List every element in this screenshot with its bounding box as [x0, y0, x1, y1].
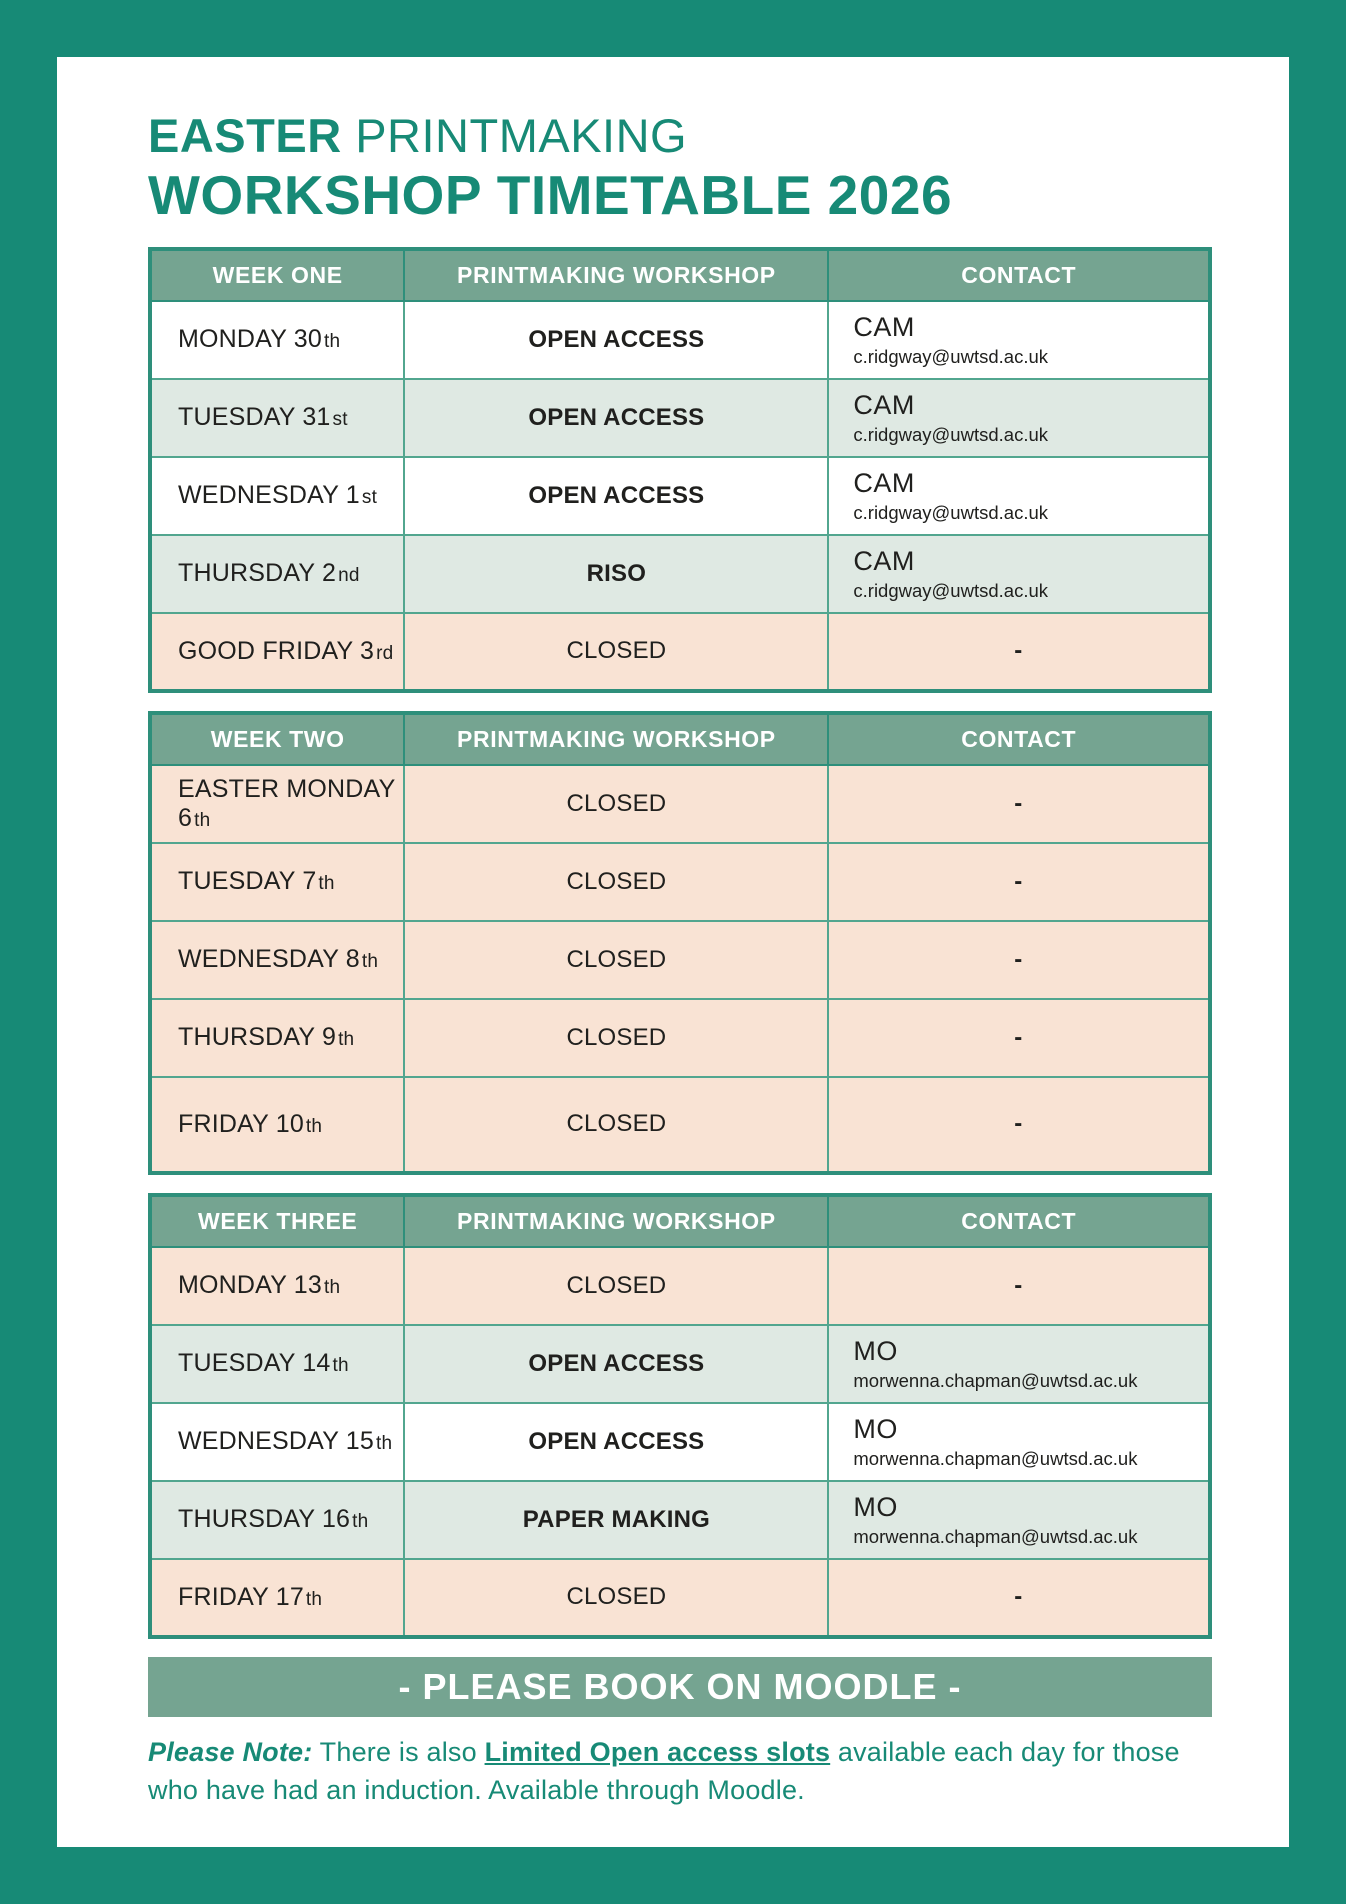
table-row [150, 1325, 1210, 1403]
week-one-header-row [150, 249, 1210, 301]
day-ordinal-suffix: th [375, 1433, 393, 1455]
book-on-moodle-banner: - PLEASE BOOK ON MOODLE - [148, 1657, 1212, 1717]
header-printmaking-workshop: PRINTMAKING WORKSHOP [404, 1195, 828, 1247]
week-three-table [148, 1193, 1212, 1639]
note-text-after-link: available each day for those who have had an induction. Available through Moodle. [148, 1736, 1180, 1805]
note-limited-open-access-link: Limited Open access slots [484, 1736, 831, 1767]
header-contact: CONTACT [828, 1195, 1210, 1247]
day-cell [150, 301, 404, 379]
footer-note [148, 1733, 1212, 1810]
title-word-printmaking: PRINTMAKING [341, 109, 688, 162]
header-week-one: WEEK ONE [150, 249, 404, 301]
header-printmaking-workshop: PRINTMAKING WORKSHOP [404, 249, 828, 301]
day-label: WEDNESDAY 8 [178, 945, 360, 974]
contact-email: c.ridgway@uwtsd.ac.uk [853, 423, 1048, 445]
table-row [150, 1077, 1210, 1173]
contact-cell [828, 457, 1210, 535]
contact-email: morwenna.chapman@uwtsd.ac.uk [853, 1369, 1138, 1391]
day-cell [150, 1559, 404, 1637]
day-cell [150, 765, 404, 843]
table-row [150, 1247, 1210, 1325]
contact-email: c.ridgway@uwtsd.ac.uk [853, 579, 1048, 601]
contact-name: MO [853, 1413, 898, 1444]
table-row [150, 301, 1210, 379]
contact-cell: - [828, 765, 1210, 843]
day-cell [150, 1247, 404, 1325]
contact-cell: - [828, 921, 1210, 999]
page-title-line1 [148, 109, 1212, 163]
header-contact: CONTACT [828, 713, 1210, 765]
table-row [150, 379, 1210, 457]
day-cell [150, 613, 404, 691]
day-label: TUESDAY 14 [178, 1349, 331, 1378]
day-label: TUESDAY 7 [178, 867, 317, 896]
table-row [150, 1559, 1210, 1637]
week-two-header-row [150, 713, 1210, 765]
contact-cell: - [828, 1559, 1210, 1637]
day-cell [150, 535, 404, 613]
workshop-cell: CLOSED [404, 1559, 828, 1637]
day-ordinal-suffix: th [323, 1277, 341, 1299]
contact-email: morwenna.chapman@uwtsd.ac.uk [853, 1447, 1138, 1469]
day-label: MONDAY 30 [178, 325, 322, 354]
workshop-cell: CLOSED [404, 921, 828, 999]
day-ordinal-suffix: st [332, 409, 348, 431]
contact-cell: - [828, 1247, 1210, 1325]
table-row [150, 765, 1210, 843]
day-label: THURSDAY 2 [178, 559, 337, 588]
workshop-cell: OPEN ACCESS [404, 379, 828, 457]
day-ordinal-suffix: th [323, 331, 341, 353]
contact-cell [828, 1481, 1210, 1559]
table-row [150, 613, 1210, 691]
contact-name: CAM [853, 545, 915, 576]
page-title-line2: WORKSHOP TIMETABLE 2026 [148, 164, 953, 227]
note-text-before-link: There is also [312, 1736, 485, 1767]
title-word-easter: EASTER [148, 109, 342, 162]
day-label: WEDNESDAY 15 [178, 1427, 374, 1456]
day-ordinal-suffix: th [338, 1029, 355, 1051]
day-label: WEDNESDAY 1 [178, 481, 360, 510]
contact-name: CAM [853, 389, 915, 420]
workshop-cell: RISO [404, 535, 828, 613]
poster-page [57, 57, 1289, 1847]
contact-email: c.ridgway@uwtsd.ac.uk [853, 345, 1048, 367]
table-row [150, 535, 1210, 613]
workshop-cell: OPEN ACCESS [404, 301, 828, 379]
workshop-cell: CLOSED [404, 999, 828, 1077]
day-cell [150, 921, 404, 999]
day-cell [150, 457, 404, 535]
day-cell [150, 999, 404, 1077]
day-ordinal-suffix: th [305, 1588, 323, 1610]
workshop-cell: CLOSED [404, 843, 828, 921]
contact-cell [828, 1403, 1210, 1481]
week-three-header-row [150, 1195, 1210, 1247]
day-label: GOOD FRIDAY 3 [178, 636, 375, 665]
day-ordinal-suffix: nd [338, 565, 360, 587]
day-ordinal-suffix: th [332, 1355, 349, 1377]
day-label: FRIDAY 10 [178, 1109, 304, 1138]
day-label: EASTER MONDAY 6 [178, 774, 395, 832]
day-label: THURSDAY 9 [178, 1023, 337, 1052]
workshop-cell: OPEN ACCESS [404, 457, 828, 535]
contact-email: morwenna.chapman@uwtsd.ac.uk [853, 1525, 1138, 1547]
day-ordinal-suffix: st [361, 487, 378, 509]
week-one-table [148, 247, 1212, 693]
day-ordinal-suffix: th [194, 809, 211, 831]
table-row [150, 1403, 1210, 1481]
contact-cell [828, 301, 1210, 379]
workshop-cell: PAPER MAKING [404, 1481, 828, 1559]
table-row [150, 457, 1210, 535]
workshop-cell: CLOSED [404, 765, 828, 843]
workshop-cell: CLOSED [404, 1077, 828, 1173]
day-ordinal-suffix: th [352, 1511, 369, 1533]
contact-name: CAM [853, 311, 915, 342]
workshop-cell: OPEN ACCESS [404, 1403, 828, 1481]
day-cell [150, 379, 404, 457]
contact-cell: - [828, 1077, 1210, 1173]
day-ordinal-suffix: th [305, 1115, 323, 1137]
workshop-cell: CLOSED [404, 613, 828, 691]
day-label: THURSDAY 16 [178, 1505, 351, 1534]
header-week-three: WEEK THREE [150, 1195, 404, 1247]
table-row [150, 1481, 1210, 1559]
header-week-two: WEEK TWO [150, 713, 404, 765]
day-label: FRIDAY 17 [178, 1582, 304, 1611]
table-row [150, 843, 1210, 921]
contact-cell [828, 379, 1210, 457]
workshop-cell: CLOSED [404, 1247, 828, 1325]
day-ordinal-suffix: th [318, 873, 335, 895]
day-label: MONDAY 13 [178, 1271, 322, 1300]
day-ordinal-suffix: rd [376, 642, 394, 664]
day-ordinal-suffix: th [361, 951, 379, 973]
workshop-cell: OPEN ACCESS [404, 1325, 828, 1403]
table-row [150, 921, 1210, 999]
week-two-table [148, 711, 1212, 1175]
contact-cell: - [828, 613, 1210, 691]
day-cell [150, 1077, 404, 1173]
day-cell [150, 843, 404, 921]
header-contact: CONTACT [828, 249, 1210, 301]
contact-cell: - [828, 843, 1210, 921]
contact-email: c.ridgway@uwtsd.ac.uk [853, 501, 1048, 523]
table-row [150, 999, 1210, 1077]
day-cell [150, 1325, 404, 1403]
contact-name: CAM [853, 467, 915, 498]
day-cell [150, 1481, 404, 1559]
contact-cell [828, 535, 1210, 613]
contact-cell [828, 1325, 1210, 1403]
contact-name: MO [853, 1491, 898, 1522]
contact-cell: - [828, 999, 1210, 1077]
day-cell [150, 1403, 404, 1481]
day-label: TUESDAY 31 [178, 403, 331, 432]
contact-name: MO [853, 1335, 898, 1366]
header-printmaking-workshop: PRINTMAKING WORKSHOP [404, 713, 828, 765]
note-prefix: Please Note: [148, 1736, 313, 1767]
